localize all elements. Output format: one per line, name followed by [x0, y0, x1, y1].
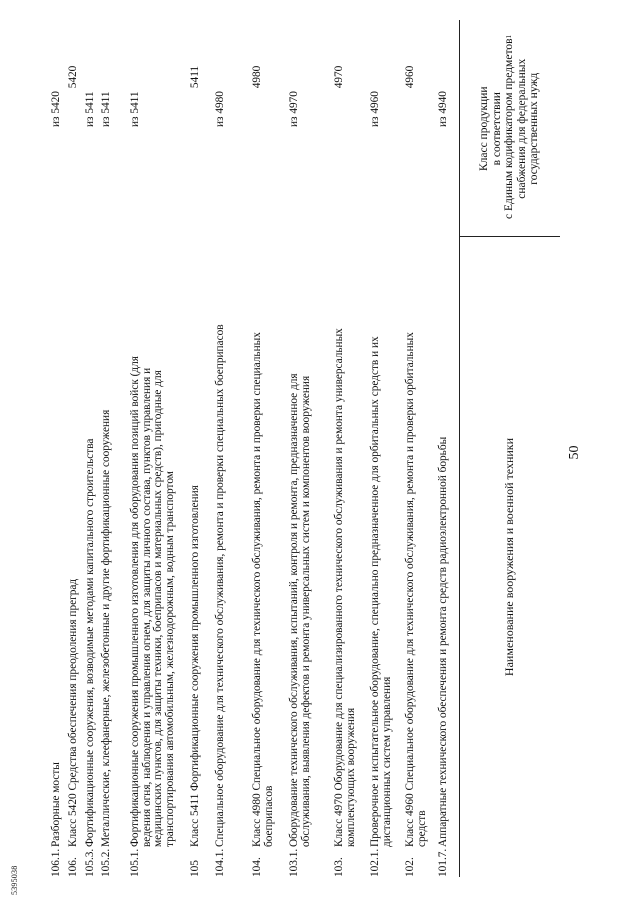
row-number: 103.1.: [288, 848, 300, 877]
header-name-column: Наименование вооружения и военной техники: [502, 437, 516, 677]
row-name: Фортификационные сооружения промышленного изготовления для оборудования позиций войск (для ведения огня, наблюдения и управления огнем, для защиты личного состава, пунктов управления и медицинских пунктов, для защиты техники, боеприпасов и материальных средств), пригодные для транспортирования автомобильным, железнодорожным, водным транспортом: [129, 355, 176, 847]
row-class: из 5411: [100, 91, 112, 127]
row-name: Оборудование технического обслуживания, испытаний, контроля и ремонта, предназначенное для обслуживания, выявления дефектов и ремонта универсальных систем и компонентов вооружения: [288, 373, 312, 847]
row-number: 105.2.: [100, 848, 112, 877]
row-number: 101.7.: [437, 848, 449, 877]
row-name: Специальное оборудование для технического обслуживания, ремонта и проверки специальных боеприпасов: [214, 324, 226, 847]
row-number: 102.1.: [369, 848, 381, 877]
document-code: 5395038: [10, 865, 19, 895]
row-class: из 5420: [50, 91, 62, 127]
row-number: 105.3.: [84, 848, 96, 877]
row-name: Металлические, клеефанерные, железобетонные и другие фортификационные сооружения: [100, 409, 112, 847]
row-class: из 4960: [369, 91, 381, 127]
row-number: 105.1.: [129, 848, 141, 877]
row-number: 105: [189, 860, 201, 877]
row-class: из 5411: [129, 91, 141, 127]
row-number: 103.: [333, 857, 345, 877]
row-number: 102.: [404, 857, 416, 877]
row-class: из 5411: [84, 91, 96, 127]
row-number: 104.1.: [214, 848, 226, 877]
row-class: 5420: [67, 65, 79, 89]
row-class: 5411: [189, 65, 201, 89]
row-name: Разборные мосты: [50, 762, 62, 847]
row-class: из 4970: [288, 91, 300, 127]
row-name: Класс 5420 Средства обеспечения преодоления преград: [67, 578, 79, 847]
table-header: [459, 20, 560, 877]
row-number: 106.: [67, 857, 79, 877]
row-name: Класс 5411 Фортификационные сооружения промышленного изготовления: [189, 485, 201, 847]
header-class-text: Класс продукции в соответствии с Единым кодификатором предметов снабжения для федеральных государственных нужд: [478, 38, 541, 219]
row-number: 104.: [251, 857, 263, 877]
header-class-column: [459, 23, 560, 231]
products-table: [0, 20, 560, 877]
row-name: Проверочное и испытательное оборудование, специально предназначенное для орбитальных средств и их дистанционных систем управления: [369, 336, 393, 847]
row-class: 4960: [404, 65, 416, 89]
row-name: Класс 4960 Специальное оборудование для технического обслуживания, ремонта и проверки орбитальных средств: [404, 332, 428, 847]
row-name: Класс 4980 Специальное оборудование для технического обслуживания, ремонта и проверки специальных боеприпасов: [251, 332, 275, 847]
row-name: Фортификационные сооружения, возводимые методами капитального строительства: [84, 438, 96, 847]
row-class: 4980: [251, 65, 263, 89]
row-name: Аппаратные технического обеспечения и ремонта средств радиоэлектронной борьбы: [437, 436, 449, 847]
row-class: из 4940: [437, 91, 449, 127]
page-number: 50: [567, 445, 582, 460]
row-class: 4970: [333, 65, 345, 89]
header-footnote-mark: 1: [505, 35, 514, 39]
row-name: Класс 4970 Оборудование для специализированного технического обслуживания и ремонта универсальных комплектующих вооружения: [333, 328, 357, 847]
row-number: 106.1.: [50, 848, 62, 877]
row-class: из 4980: [214, 91, 226, 127]
